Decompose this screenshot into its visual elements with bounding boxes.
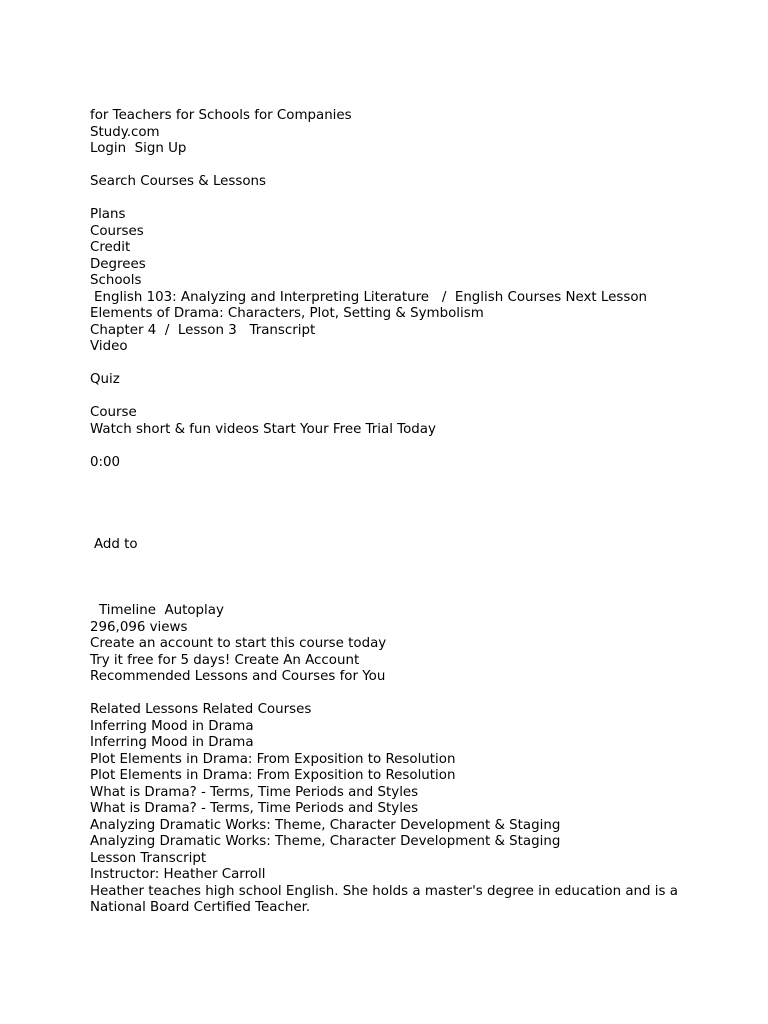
signup-link[interactable]: Sign Up bbox=[134, 141, 187, 156]
list-item[interactable]: Plot Elements in Drama: From Exposition to Resolution bbox=[90, 751, 456, 767]
spacer bbox=[90, 158, 750, 175]
view-count: 296,096 views bbox=[90, 619, 188, 635]
nav-item-degrees[interactable]: Degrees bbox=[90, 256, 146, 272]
player-controls bbox=[90, 603, 750, 620]
nav-item-plans[interactable]: Plans bbox=[90, 207, 126, 222]
list-item[interactable]: Analyzing Dramatic Works: Theme, Character Development & Staging bbox=[90, 817, 561, 833]
recommended-tabs bbox=[90, 702, 750, 719]
video-area[interactable] bbox=[90, 471, 750, 537]
promo-line bbox=[90, 422, 750, 439]
instructor-name: Instructor: Heather Carroll bbox=[90, 867, 266, 882]
breadcrumb bbox=[90, 290, 750, 307]
list-item[interactable]: What is Drama? - Terms, Time Periods and Styles bbox=[90, 784, 419, 800]
audience-links bbox=[90, 108, 750, 125]
free-trial-button[interactable]: Start Your Free Trial Today bbox=[263, 421, 436, 437]
link-for-teachers[interactable]: for Teachers bbox=[90, 108, 172, 123]
login-link[interactable]: Login bbox=[90, 141, 127, 156]
signup-heading: Create an account to start this course today bbox=[90, 636, 387, 651]
list-item[interactable]: Inferring Mood in Drama bbox=[90, 735, 254, 750]
page-title: Elements of Drama: Characters, Plot, Setting & Symbolism bbox=[90, 306, 484, 321]
lesson-meta-separator: / bbox=[164, 322, 170, 338]
breadcrumb-course[interactable]: English 103: Analyzing and Interpreting Literature bbox=[94, 289, 430, 305]
add-to-button[interactable]: Add to bbox=[94, 537, 138, 552]
list-item[interactable]: What is Drama? - Terms, Time Periods and Styles bbox=[90, 801, 419, 816]
promo-text: Watch short & fun videos bbox=[90, 421, 259, 437]
tab-video[interactable]: Video bbox=[90, 339, 128, 354]
trial-text: Try it free for 5 days! bbox=[90, 652, 231, 668]
autoplay-toggle[interactable]: Autoplay bbox=[164, 603, 224, 618]
signup-line bbox=[90, 653, 750, 670]
nav-item-courses[interactable]: Courses bbox=[90, 223, 144, 239]
search-input[interactable]: Search Courses & Lessons bbox=[90, 174, 267, 189]
spacer bbox=[90, 554, 750, 604]
chapter-label: Chapter 4 bbox=[90, 322, 157, 338]
next-lesson-button[interactable]: Next Lesson bbox=[565, 289, 648, 305]
transcript-heading: Lesson Transcript bbox=[90, 850, 207, 866]
link-for-companies[interactable]: for Companies bbox=[254, 108, 352, 123]
tab-related-courses[interactable]: Related Courses bbox=[202, 702, 312, 717]
spacer bbox=[90, 686, 750, 703]
list-item[interactable]: Plot Elements in Drama: From Exposition to Resolution bbox=[90, 768, 456, 783]
transcript-tab[interactable]: Transcript bbox=[249, 322, 316, 338]
list-item[interactable]: Inferring Mood in Drama bbox=[90, 718, 254, 734]
auth-links bbox=[90, 141, 750, 158]
link-for-schools[interactable]: for Schools bbox=[175, 108, 250, 123]
spacer bbox=[90, 389, 750, 406]
spacer bbox=[90, 356, 750, 373]
nav-item-credit[interactable]: Credit bbox=[90, 240, 131, 255]
site-logo[interactable]: Study.com bbox=[90, 124, 160, 140]
instructor-bio: Heather teaches high school English. She holds a master's degree in education and is a National Board Certified Teacher. bbox=[90, 883, 678, 915]
tab-related-lessons[interactable]: Related Lessons bbox=[90, 702, 199, 717]
recommended-heading: Recommended Lessons and Courses for You bbox=[90, 669, 386, 684]
create-account-button[interactable]: Create An Account bbox=[234, 652, 360, 668]
spacer bbox=[90, 438, 750, 455]
lesson-meta bbox=[90, 323, 750, 340]
breadcrumb-category[interactable]: English Courses bbox=[454, 289, 562, 305]
breadcrumb-separator: / bbox=[441, 289, 447, 305]
nav-item-schools[interactable]: Schools bbox=[90, 273, 142, 288]
lesson-number: Lesson 3 bbox=[177, 322, 237, 338]
page-content bbox=[90, 108, 750, 917]
logo-line bbox=[90, 125, 750, 142]
tab-quiz[interactable]: Quiz bbox=[90, 372, 120, 387]
list-item[interactable]: Analyzing Dramatic Works: Theme, Character Development & Staging bbox=[90, 834, 561, 849]
tab-course[interactable]: Course bbox=[90, 405, 137, 420]
timeline-toggle[interactable]: Timeline bbox=[99, 603, 156, 618]
video-time: 0:00 bbox=[90, 454, 121, 470]
spacer bbox=[90, 191, 750, 208]
